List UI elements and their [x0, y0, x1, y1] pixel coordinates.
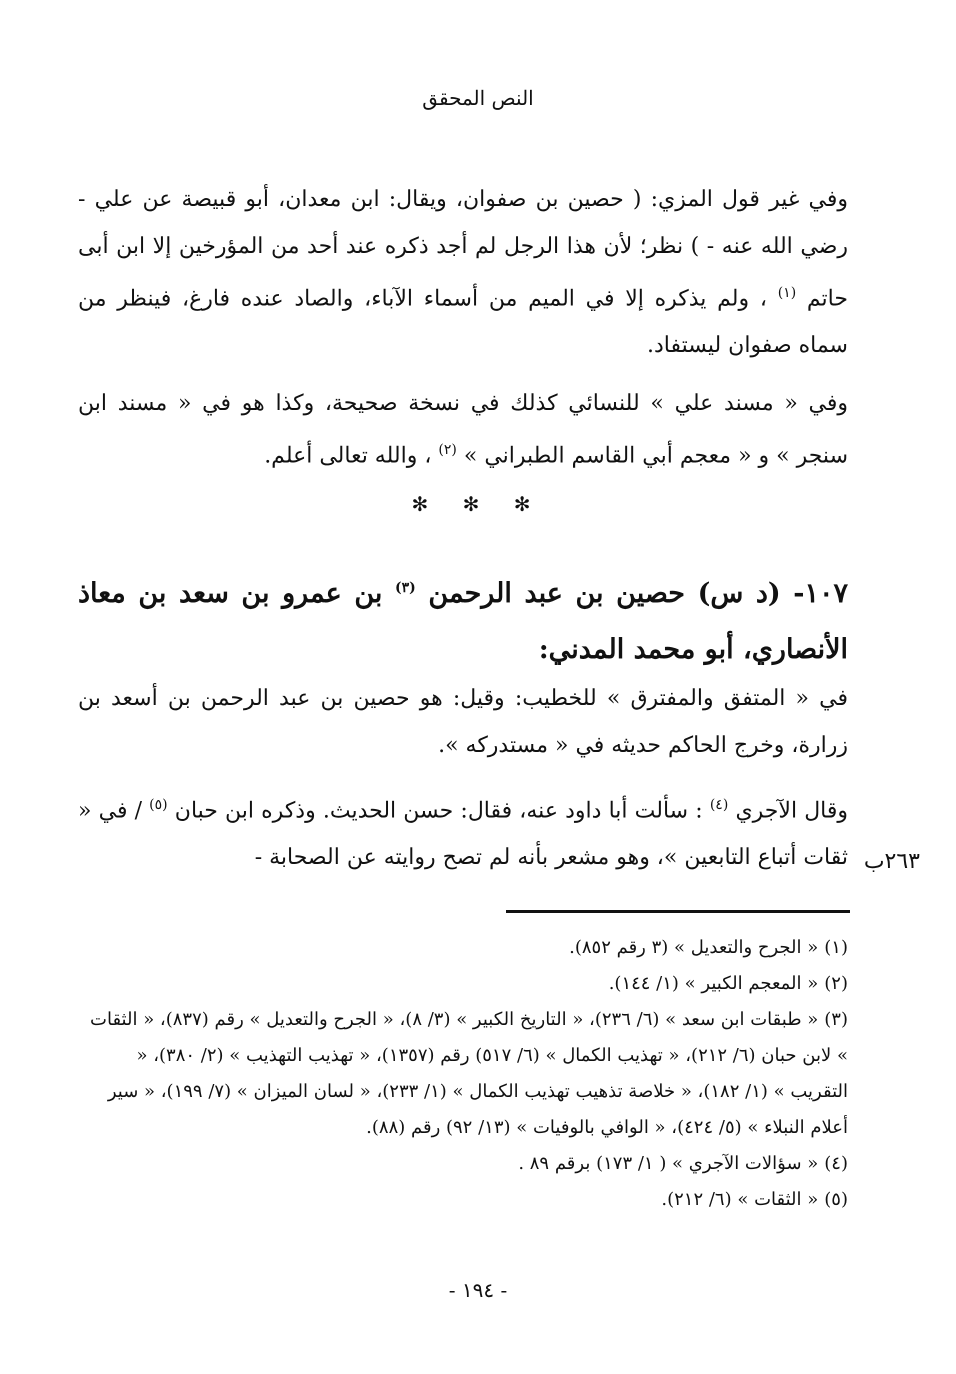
footnote-number: (١) — [824, 937, 848, 958]
manuscript-folio-note: ٢٦٣ب — [863, 849, 920, 874]
page-number: - ١٩٤ - — [448, 1278, 508, 1302]
footnote-text: « طبقات ابن سعد » (٦/ ٢٣٦)، « التاريخ الكبير » (٣/ ٨)، « الجرح والتعديل » رقم (٨٣٧)، « الثقات » لابن حبان (٦/ ٢١٢)، « تهذيب الكمال » (٦/ ٥١٧) رقم (١٣٥٧)، « تهذيب التهذيب » (٢/ ٣٨٠)، « التقريب » (١/ ١٨٢)، « خلاصة تذهيب تهذيب الكمال » (١/ ٢٣٣)، « لسان الميزان » (٧/ ١٩٩)، « سير أعلام النبلاء » (٥/ ٤٢٤)، « الوافي بالوفيات » (١٣/ ٩٢) رقم (٨٨). — [90, 1009, 848, 1138]
footnote-ref-4: (٤) — [709, 797, 729, 813]
section-separator: ✻ ✻ ✻ — [411, 492, 545, 516]
paragraph-2-text-a: وفي « مسند علي » للنسائي كذلك في نسخة صحيحة، وكذا هو في « مسند ابن سنجر » و « معجم أبي القاسم الطبراني » — [78, 391, 848, 469]
footnotes — [78, 930, 848, 1218]
footnote-number: (٤) — [824, 1153, 848, 1174]
paragraph-4-text-c: / في « ثقات أتباع التابعين »، وهو مشعر بأنه لم تصح روايته عن الصحابة - — [78, 798, 848, 871]
paragraph-4-text-a: وقال الآجري — [735, 798, 849, 824]
footnote-ref-2: (٢) — [438, 442, 457, 458]
footnote-divider — [506, 910, 850, 913]
footnote-2 — [78, 966, 848, 1002]
footnote-5 — [78, 1182, 848, 1218]
footnote-text: « المعجم الكبير » (١/ ١٤٤). — [608, 973, 819, 994]
footnote-text: « الثقات » (٦/ ٢١٢). — [661, 1189, 819, 1210]
paragraph-1 — [78, 176, 848, 369]
footnote-number: (٢) — [824, 973, 848, 994]
footnote-text: « سؤالات الآجري » ( ١/ ١٧٣) برقم ٨٩ . — [518, 1153, 819, 1174]
running-header: النص المحقق — [422, 86, 534, 110]
footnote-text: « الجرح والتعديل » (٣ رقم ٨٥٢). — [569, 937, 819, 958]
paragraph-2-text-b: ، والله تعالى أعلم. — [264, 443, 432, 469]
entry-heading — [78, 560, 848, 678]
footnote-ref-5: (٥) — [149, 797, 168, 813]
footnote-number: (٣) — [824, 1009, 848, 1030]
footnote-1 — [78, 930, 848, 966]
footnote-number: (٥) — [824, 1189, 848, 1210]
entry-heading-text-b: بن عمرو بن سعد بن معاذ الأنصاري، أبو محمد المدني: — [78, 578, 848, 665]
footnote-ref-1: (١) — [777, 285, 797, 301]
footnote-ref-3: (٣) — [395, 580, 416, 596]
paragraph-1-text-a: وفي غير قول المزي: ( حصين بن صفوان، ويقال: ابن معدان، أبو قبيصة عن علي - رضي الله عنه - ) نظر؛ لأن هذا الرجل لم أجد ذكره عند أحد من المؤرخين إلا ابن أبى حاتم — [78, 187, 848, 312]
paragraph-4-text-b: : سألت أبا داود عنه، فقال: حسن الحديث. وذكره ابن حبان — [174, 798, 703, 824]
footnote-4 — [78, 1146, 848, 1182]
footnote-3 — [78, 1002, 848, 1146]
entry-heading-text-a: ١٠٧- (د س) حصين بن عبد الرحمن — [428, 578, 849, 609]
paragraph-3: في « المتفق والمفترق » للخطيب: وقيل: هو حصين بن عبد الرحمن بن أسعد بن زرارة، وخرج الحاكم حديثه في « مستدركه ». — [78, 686, 848, 758]
paragraph-1-text-b: ، ولم يذكره إلا في الميم من أسماء الآباء، والصاد عنده فارغ، فينظر من سماه صفوان ليستفاد. — [78, 286, 848, 359]
paragraph-2 — [78, 380, 848, 479]
paragraph-4 — [78, 782, 848, 881]
